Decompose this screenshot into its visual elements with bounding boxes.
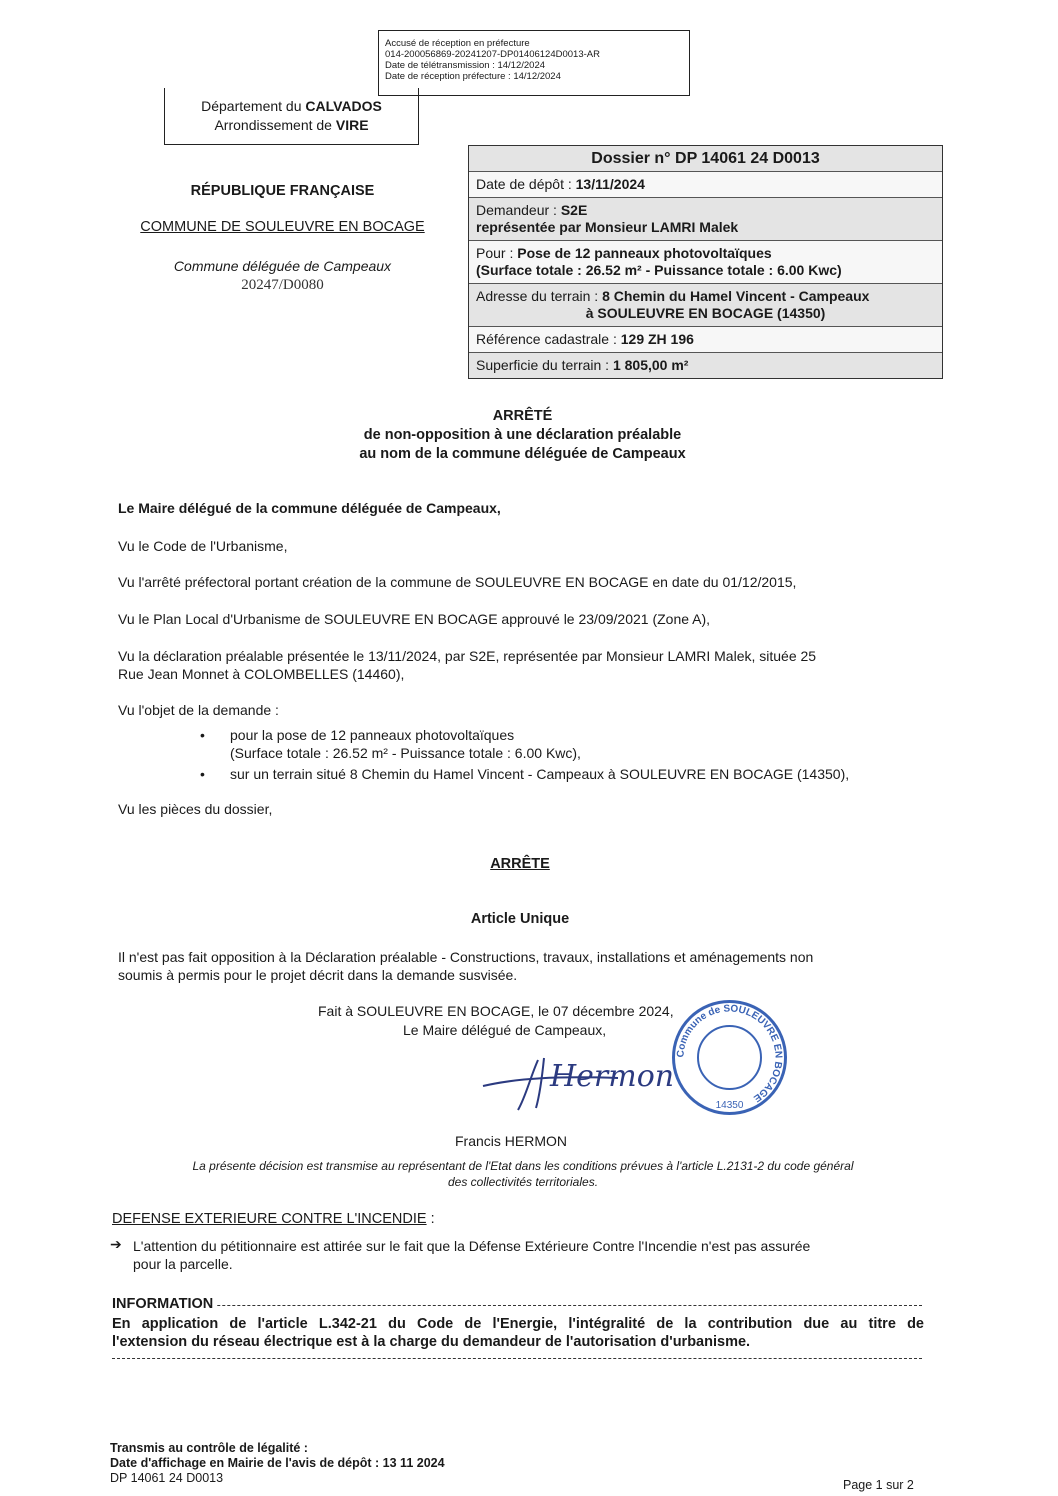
info-line: l'extension du réseau électrique est à la charge du demandeur de l'autorisation d'urbanisme. xyxy=(112,1334,751,1350)
dossier-label: Demandeur : xyxy=(476,202,561,218)
vu-declaration-line: Rue Jean Monnet à COLOMBELLES (14460), xyxy=(118,666,405,682)
dossier-value: S2E xyxy=(560,202,588,218)
info-heading: INFORMATION xyxy=(112,1296,217,1312)
signer-name: Francis HERMON xyxy=(455,1133,568,1149)
defense-line: L'attention du pétitionnaire est attirée sur le fait que la Défense Extérieure Contre l'Incendie n'est pas assurée xyxy=(133,1238,811,1254)
defense-heading xyxy=(112,1211,435,1227)
arrow-right-icon: ➔ xyxy=(110,1236,122,1252)
dossier-value: représentée par Monsieur LAMRI Malek xyxy=(476,219,739,235)
department-name: CALVADOS xyxy=(305,98,382,114)
vu-objet: Vu l'objet de la demande : xyxy=(118,702,279,718)
department-prefix: Département du xyxy=(201,98,306,114)
arrete-title-line: au nom de la commune déléguée de Campeaux xyxy=(359,446,686,462)
defense-colon: : xyxy=(426,1211,435,1227)
stamp-lettering xyxy=(672,1000,787,1115)
ref-code: 20247/D0080 xyxy=(241,277,324,293)
dossier-cadastre-row xyxy=(469,326,942,352)
ar-line: Date de télétransmission : 14/12/2024 xyxy=(385,60,546,71)
ar-line: 014-200056869-20241207-DP01406124D0013-AR xyxy=(385,49,600,60)
commune-deleguee: Commune déléguée de Campeaux xyxy=(173,258,392,274)
vu-declaration xyxy=(118,647,928,683)
bullet-text: pour la pose de 12 panneaux photovoltaïques xyxy=(230,727,515,743)
vu-plu: Vu le Plan Local d'Urbanisme de SOULEUVRE EN BOCAGE approuvé le 23/09/2021 (Zone A), xyxy=(118,611,711,627)
article-text xyxy=(118,948,928,984)
dossier-title: Dossier n° DP 14061 24 D0013 xyxy=(469,146,942,171)
stamp-code: 14350 xyxy=(715,1100,744,1111)
dossier-demandeur-row xyxy=(469,197,942,240)
vu-pieces: Vu les pièces du dossier, xyxy=(118,801,273,817)
maire-title: Le Maire délégué de Campeaux, xyxy=(403,1022,607,1038)
dossier-value: à SOULEUVRE EN BOCAGE (14350) xyxy=(585,305,826,321)
maire-intro: Le Maire délégué de la commune déléguée de Campeaux, xyxy=(118,500,501,516)
footer-line: Date d'affichage en Mairie de l'avis de dépôt : 13 11 2024 xyxy=(110,1456,445,1470)
department-box xyxy=(164,88,419,145)
transmission-line: des collectivités territoriales. xyxy=(447,1175,599,1189)
dossier-pour-row xyxy=(469,240,942,283)
arrete-title xyxy=(200,407,845,464)
republic-heading: RÉPUBLIQUE FRANÇAISE xyxy=(190,183,375,199)
article-line: Il n'est pas fait opposition à la Déclaration préalable - Constructions, travaux, installations et aménagements non xyxy=(118,949,814,965)
bullet-text: (Surface totale : 26.52 m² - Puissance totale : 6.00 Kwc), xyxy=(230,745,581,761)
vu-code-urbanisme: Vu le Code de l'Urbanisme, xyxy=(118,538,288,554)
stamp-outer-text: Commune de SOULEUVRE EN BOCAGE xyxy=(675,1003,784,1104)
dashed-divider xyxy=(112,1305,922,1306)
dossier-value: 8 Chemin du Hamel Vincent - Campeaux xyxy=(602,288,870,304)
defense-line: pour la parcelle. xyxy=(133,1256,233,1272)
arrete-heading: ARRÊTE xyxy=(490,856,550,872)
arrete-title-line: de non-opposition à une déclaration préalable xyxy=(363,427,682,443)
footer-block xyxy=(110,1441,445,1486)
article-line: soumis à permis pour le projet décrit dans la demande susvisée. xyxy=(118,967,518,983)
commune-heading: COMMUNE DE SOULEUVRE EN BOCAGE xyxy=(140,219,425,235)
ar-line: Date de réception préfecture : 14/12/2024 xyxy=(385,71,561,82)
dossier-value: 1 805,00 m² xyxy=(612,357,689,373)
article-heading: Article Unique xyxy=(470,911,570,927)
footer-line: Transmis au contrôle de légalité : xyxy=(110,1441,308,1455)
arrete-title-line: ARRÊTÉ xyxy=(492,408,553,424)
dossier-table xyxy=(468,145,943,379)
vu-declaration-line: Vu la déclaration préalable présentée le 13/11/2024, par S2E, représentée par Monsieur LAMRI Malek, située 25 xyxy=(118,648,817,664)
transmission-note xyxy=(118,1158,928,1190)
transmission-line: La présente décision est transmise au représentant de l'Etat dans les conditions prévues à l'article L.2131-2 du code général xyxy=(192,1159,854,1173)
dossier-value: 13/11/2024 xyxy=(575,176,645,192)
dossier-label: Date de dépôt : xyxy=(476,176,576,192)
dossier-label: Pour : xyxy=(476,245,518,261)
dossier-value: (Surface totale : 26.52 m² - Puissance totale : 6.00 Kwc) xyxy=(476,262,842,278)
dossier-adresse-row xyxy=(469,283,942,326)
defense-heading-text: DEFENSE EXTERIEURE CONTRE L'INCENDIE xyxy=(112,1211,427,1227)
bullet-text: sur un terrain situé 8 Chemin du Hamel Vincent - Campeaux à SOULEUVRE EN BOCAGE (14350), xyxy=(230,766,850,782)
signature-text: Hermon xyxy=(550,1059,675,1094)
defense-text xyxy=(133,1237,928,1273)
info-text xyxy=(112,1315,924,1351)
bullet-item xyxy=(200,765,930,783)
footer-line: DP 14061 24 D0013 xyxy=(110,1471,224,1485)
ar-line: Accusé de réception en préfecture xyxy=(385,38,530,49)
dossier-label: Référence cadastrale : xyxy=(476,331,621,347)
bullet-dot-icon: • xyxy=(200,766,205,782)
dossier-label: Adresse du terrain : xyxy=(476,288,603,304)
dossier-label: Superficie du terrain : xyxy=(476,357,613,373)
department-line xyxy=(165,97,418,116)
vu-arrete-prefectoral: Vu l'arrêté préfectoral portant création de la commune de SOULEUVRE EN BOCAGE en date du 01/12/2015, xyxy=(118,574,797,590)
handwritten-signature xyxy=(478,1048,688,1118)
bullet-item xyxy=(200,726,930,762)
dossier-superficie-row xyxy=(469,352,942,378)
dossier-value: Pose de 12 panneaux photovoltaïques xyxy=(517,245,772,261)
dossier-value: 129 ZH 196 xyxy=(620,331,694,347)
dossier-date-row xyxy=(469,171,942,197)
arrondissement-prefix: Arrondissement de xyxy=(214,117,336,133)
info-heading-row xyxy=(112,1295,922,1312)
dashed-divider xyxy=(112,1358,922,1359)
svg-text:Commune de SOULEUVRE EN BOCAGE xyxy=(675,1003,783,1104)
info-line: En application de l'article L.342-21 du Code de l'Energie, l'intégralité de la contribution due au titre de xyxy=(112,1316,924,1332)
fait-a: Fait à SOULEUVRE EN BOCAGE, le 07 décembre 2024, xyxy=(318,1003,674,1019)
bullet-dot-icon: • xyxy=(200,727,205,743)
ar-receipt-box xyxy=(378,30,690,96)
arrondissement-line xyxy=(165,116,418,135)
arrondissement-name: VIRE xyxy=(335,117,369,133)
page-number: Page 1 sur 2 xyxy=(843,1478,914,1492)
